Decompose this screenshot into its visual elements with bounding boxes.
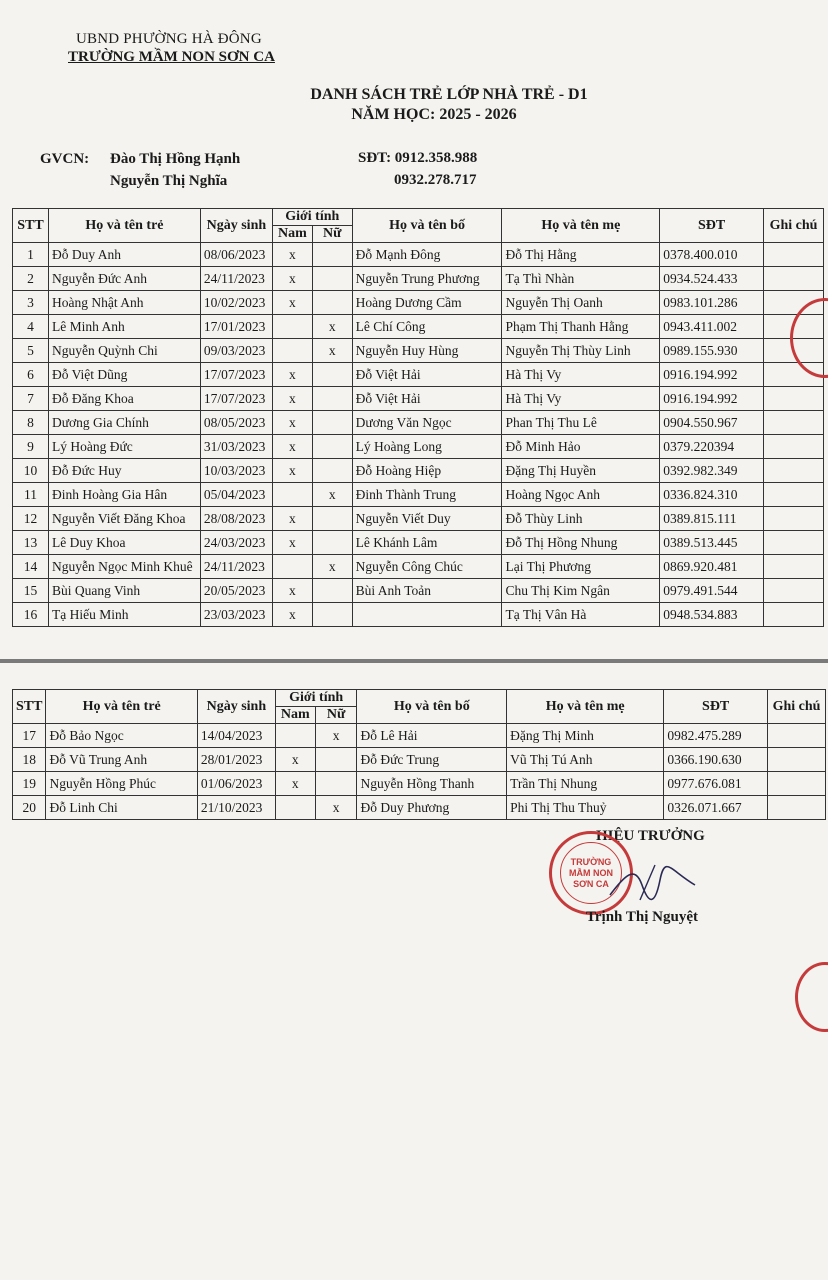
- table-row: [13, 267, 824, 291]
- row-male: x: [272, 387, 312, 411]
- row-father: Nguyễn Viết Duy: [352, 507, 502, 531]
- row-male: [275, 796, 315, 820]
- table-row: [13, 315, 824, 339]
- row-female: [312, 387, 352, 411]
- header-dob-2: Ngày sinh: [197, 690, 275, 724]
- row-male: x: [272, 507, 312, 531]
- row-mother: Hà Thị Vy: [502, 387, 660, 411]
- row-male: [272, 483, 312, 507]
- row-phone: 0392.982.349: [660, 459, 764, 483]
- row-child-name: Đỗ Đức Huy: [48, 459, 200, 483]
- row-stt: 6: [13, 363, 49, 387]
- header-dob: Ngày sinh: [200, 209, 272, 243]
- row-note: [767, 748, 825, 772]
- header-stt-2: STT: [13, 690, 46, 724]
- row-father: Đỗ Lê Hải: [357, 724, 507, 748]
- row-father: Dương Văn Ngọc: [352, 411, 502, 435]
- table-row: [13, 579, 824, 603]
- row-note: [763, 387, 823, 411]
- row-mother: Tạ Thị Vân Hà: [502, 603, 660, 627]
- row-mother: Đỗ Thị Hồng Nhung: [502, 531, 660, 555]
- row-male: x: [272, 603, 312, 627]
- row-stt: 4: [13, 315, 49, 339]
- header-child-name-2: Họ và tên trẻ: [46, 690, 197, 724]
- student-table-page-1: [12, 208, 824, 627]
- table-row: [13, 459, 824, 483]
- teacher-phone-2: 0932.278.717: [394, 172, 477, 188]
- row-child-name: Đỗ Linh Chi: [46, 796, 197, 820]
- row-note: [763, 531, 823, 555]
- teacher-label: GVCN:: [40, 151, 90, 167]
- table-row: [13, 483, 824, 507]
- header-female-2: Nữ: [315, 707, 357, 724]
- row-mother: Phạm Thị Thanh Hằng: [502, 315, 660, 339]
- row-dob: 08/06/2023: [200, 243, 272, 267]
- row-child-name: Bùi Quang Vinh: [48, 579, 200, 603]
- row-note: [763, 411, 823, 435]
- row-child-name: Tạ Hiếu Minh: [48, 603, 200, 627]
- row-dob: 28/08/2023: [200, 507, 272, 531]
- row-female: x: [315, 796, 357, 820]
- row-female: x: [312, 483, 352, 507]
- row-dob: 28/01/2023: [197, 748, 275, 772]
- row-note: [763, 267, 823, 291]
- row-male: x: [272, 435, 312, 459]
- row-mother: Đỗ Minh Hảo: [502, 435, 660, 459]
- row-male: x: [275, 748, 315, 772]
- row-father: Đỗ Mạnh Đông: [352, 243, 502, 267]
- row-phone: 0979.491.544: [660, 579, 764, 603]
- stamp-line-3: SƠN CA: [573, 878, 609, 889]
- header-gender-2: Giới tính: [275, 690, 357, 707]
- row-male: x: [272, 291, 312, 315]
- row-stt: 2: [13, 267, 49, 291]
- row-female: [315, 748, 357, 772]
- stamp-line-1: TRƯỜNG: [570, 856, 612, 867]
- row-mother: Lại Thị Phương: [502, 555, 660, 579]
- row-child-name: Nguyễn Quỳnh Chi: [48, 339, 200, 363]
- row-note: [763, 579, 823, 603]
- table-row: [13, 724, 826, 748]
- header-phone-2: SĐT: [664, 690, 768, 724]
- row-father: Đỗ Đức Trung: [357, 748, 507, 772]
- row-stt: 12: [13, 507, 49, 531]
- row-father: Đỗ Việt Hải: [352, 363, 502, 387]
- row-note: [763, 435, 823, 459]
- row-note: [763, 459, 823, 483]
- header-note: Ghi chú: [763, 209, 823, 243]
- table-row: [13, 796, 826, 820]
- row-stt: 13: [13, 531, 49, 555]
- row-female: [312, 459, 352, 483]
- row-female: [312, 267, 352, 291]
- row-stt: 15: [13, 579, 49, 603]
- row-female: [312, 291, 352, 315]
- row-phone: 0916.194.992: [660, 387, 764, 411]
- row-female: x: [312, 339, 352, 363]
- header-phone: SĐT: [660, 209, 764, 243]
- row-child-name: Lê Duy Khoa: [48, 531, 200, 555]
- table-row: [13, 555, 824, 579]
- row-mother: Đặng Thị Huyền: [502, 459, 660, 483]
- row-mother: Chu Thị Kim Ngân: [502, 579, 660, 603]
- row-mother: Nguyễn Thị Oanh: [502, 291, 660, 315]
- row-father: Đỗ Duy Phương: [357, 796, 507, 820]
- header-note-2: Ghi chú: [767, 690, 825, 724]
- row-male: [272, 339, 312, 363]
- row-mother: Đỗ Thị Hằng: [502, 243, 660, 267]
- principal-name: Trịnh Thị Nguyệt: [586, 909, 698, 925]
- row-dob: 24/11/2023: [200, 267, 272, 291]
- row-dob: 23/03/2023: [200, 603, 272, 627]
- row-phone: 0934.524.433: [660, 267, 764, 291]
- handwritten-signature: [600, 855, 700, 915]
- row-stt: 7: [13, 387, 49, 411]
- row-phone: 0904.550.967: [660, 411, 764, 435]
- school-name: [68, 49, 275, 66]
- table-row: [13, 435, 824, 459]
- row-stt: 1: [13, 243, 49, 267]
- row-father: Đinh Thành Trung: [352, 483, 502, 507]
- row-stt: 8: [13, 411, 49, 435]
- row-father: Bùi Anh Toản: [352, 579, 502, 603]
- row-dob: 09/03/2023: [200, 339, 272, 363]
- row-stt: 3: [13, 291, 49, 315]
- row-dob: 17/01/2023: [200, 315, 272, 339]
- row-female: [312, 435, 352, 459]
- header-father-2: Họ và tên bố: [357, 690, 507, 724]
- row-note: [767, 724, 825, 748]
- row-father: Lê Chí Công: [352, 315, 502, 339]
- table-row: [13, 603, 824, 627]
- row-female: [315, 772, 357, 796]
- table-row: [13, 291, 824, 315]
- school-name-text: TRƯỜNG MẦM NON SƠN CA: [68, 49, 275, 65]
- row-phone: 0948.534.883: [660, 603, 764, 627]
- row-female: [312, 243, 352, 267]
- row-father: Nguyễn Hồng Thanh: [357, 772, 507, 796]
- row-father: Nguyễn Công Chúc: [352, 555, 502, 579]
- row-father: Lê Khánh Lâm: [352, 531, 502, 555]
- row-stt: 11: [13, 483, 49, 507]
- row-phone: 0378.400.010: [660, 243, 764, 267]
- teacher-name-1: Đào Thị Hồng Hạnh: [110, 151, 241, 167]
- row-phone: 0389.815.111: [660, 507, 764, 531]
- table-row: [13, 243, 824, 267]
- row-child-name: Nguyễn Viết Đăng Khoa: [48, 507, 200, 531]
- row-dob: 14/04/2023: [197, 724, 275, 748]
- row-dob: 17/07/2023: [200, 363, 272, 387]
- row-phone: 0983.101.286: [660, 291, 764, 315]
- teacher-name-2: Nguyễn Thị Nghĩa: [110, 173, 228, 189]
- table-row: [13, 339, 824, 363]
- row-child-name: Nguyễn Đức Anh: [48, 267, 200, 291]
- row-male: x: [272, 363, 312, 387]
- row-phone: 0989.155.930: [660, 339, 764, 363]
- row-dob: 24/03/2023: [200, 531, 272, 555]
- row-child-name: Đỗ Đăng Khoa: [48, 387, 200, 411]
- row-male: x: [272, 267, 312, 291]
- principal-title: HIỆU TRƯỞNG: [596, 828, 705, 844]
- row-mother: Hoàng Ngọc Anh: [502, 483, 660, 507]
- row-male: x: [272, 411, 312, 435]
- row-note: [763, 507, 823, 531]
- row-phone: 0943.411.002: [660, 315, 764, 339]
- row-child-name: Lê Minh Anh: [48, 315, 200, 339]
- row-dob: 08/05/2023: [200, 411, 272, 435]
- row-male: x: [272, 243, 312, 267]
- row-phone: 0389.513.445: [660, 531, 764, 555]
- row-mother: Đỗ Thùy Linh: [502, 507, 660, 531]
- row-male: [272, 315, 312, 339]
- row-note: [767, 796, 825, 820]
- side-stamp-bottom: [795, 962, 828, 1032]
- row-phone: 0869.920.481: [660, 555, 764, 579]
- row-stt: 14: [13, 555, 49, 579]
- row-phone: 0379.220394: [660, 435, 764, 459]
- row-dob: 10/02/2023: [200, 291, 272, 315]
- row-male: [272, 555, 312, 579]
- row-note: [763, 555, 823, 579]
- document-title: DANH SÁCH TRẺ LỚP NHÀ TRẺ - D1: [310, 86, 588, 103]
- row-father: Đỗ Việt Hải: [352, 387, 502, 411]
- row-female: x: [315, 724, 357, 748]
- student-rows-2: [13, 724, 826, 820]
- row-stt: 19: [13, 772, 46, 796]
- table-row: [13, 507, 824, 531]
- row-dob: 05/04/2023: [200, 483, 272, 507]
- row-phone: 0326.071.667: [664, 796, 768, 820]
- row-child-name: Nguyễn Hồng Phúc: [46, 772, 197, 796]
- student-table-page-2: [12, 689, 826, 820]
- row-father: [352, 603, 502, 627]
- row-child-name: Đỗ Vũ Trung Anh: [46, 748, 197, 772]
- row-father: Đỗ Hoàng Hiệp: [352, 459, 502, 483]
- row-child-name: Đỗ Bảo Ngọc: [46, 724, 197, 748]
- table-row: [13, 531, 824, 555]
- table-row: [13, 387, 824, 411]
- table-row: [13, 411, 824, 435]
- row-female: x: [312, 555, 352, 579]
- school-year: NĂM HỌC: 2025 - 2026: [351, 106, 517, 123]
- row-female: [312, 603, 352, 627]
- student-rows: [13, 243, 824, 627]
- row-dob: 31/03/2023: [200, 435, 272, 459]
- row-phone: 0982.475.289: [664, 724, 768, 748]
- row-mother: Nguyễn Thị Thùy Linh: [502, 339, 660, 363]
- row-child-name: Nguyễn Ngọc Minh Khuê: [48, 555, 200, 579]
- row-note: [763, 483, 823, 507]
- row-child-name: Dương Gia Chính: [48, 411, 200, 435]
- row-stt: 17: [13, 724, 46, 748]
- header-father: Họ và tên bố: [352, 209, 502, 243]
- row-stt: 16: [13, 603, 49, 627]
- row-father: Nguyễn Trung Phương: [352, 267, 502, 291]
- row-child-name: Lý Hoàng Đức: [48, 435, 200, 459]
- row-mother: Tạ Thì Nhàn: [502, 267, 660, 291]
- row-father: Hoàng Dương Cầm: [352, 291, 502, 315]
- row-father: Nguyễn Huy Hùng: [352, 339, 502, 363]
- row-note: [763, 603, 823, 627]
- row-stt: 5: [13, 339, 49, 363]
- row-dob: 10/03/2023: [200, 459, 272, 483]
- page-break-divider: [0, 659, 828, 663]
- header-gender: Giới tính: [272, 209, 352, 226]
- header-female: Nữ: [312, 226, 352, 243]
- row-child-name: Đỗ Duy Anh: [48, 243, 200, 267]
- row-mother: Đặng Thị Minh: [507, 724, 664, 748]
- row-male: [275, 724, 315, 748]
- stamp-line-2: MẦM NON: [569, 867, 613, 878]
- header-mother-2: Họ và tên mẹ: [507, 690, 664, 724]
- row-female: [312, 507, 352, 531]
- row-male: x: [272, 531, 312, 555]
- row-dob: 01/06/2023: [197, 772, 275, 796]
- row-mother: Phi Thị Thu Thuỷ: [507, 796, 664, 820]
- header-male: Nam: [272, 226, 312, 243]
- row-phone: 0977.676.081: [664, 772, 768, 796]
- row-mother: Trần Thị Nhung: [507, 772, 664, 796]
- row-child-name: Hoàng Nhật Anh: [48, 291, 200, 315]
- row-mother: Vũ Thị Tú Anh: [507, 748, 664, 772]
- table-row: [13, 363, 824, 387]
- row-father: Lý Hoàng Long: [352, 435, 502, 459]
- row-phone: 0336.824.310: [660, 483, 764, 507]
- header-male-2: Nam: [275, 707, 315, 724]
- row-note: [763, 243, 823, 267]
- row-child-name: Đinh Hoàng Gia Hân: [48, 483, 200, 507]
- teacher-phone-1: SĐT: 0912.358.988: [358, 150, 478, 166]
- row-mother: Phan Thị Thu Lê: [502, 411, 660, 435]
- row-female: [312, 579, 352, 603]
- row-female: x: [312, 315, 352, 339]
- row-stt: 9: [13, 435, 49, 459]
- row-stt: 10: [13, 459, 49, 483]
- header-mother: Họ và tên mẹ: [502, 209, 660, 243]
- row-dob: 21/10/2023: [197, 796, 275, 820]
- row-dob: 24/11/2023: [200, 555, 272, 579]
- row-male: x: [272, 459, 312, 483]
- row-male: x: [272, 579, 312, 603]
- row-stt: 18: [13, 748, 46, 772]
- row-phone: 0366.190.630: [664, 748, 768, 772]
- row-note: [767, 772, 825, 796]
- row-female: [312, 411, 352, 435]
- authority-name: UBND PHƯỜNG HÀ ĐÔNG: [76, 31, 262, 47]
- row-phone: 0916.194.992: [660, 363, 764, 387]
- row-dob: 17/07/2023: [200, 387, 272, 411]
- header-stt: STT: [13, 209, 49, 243]
- row-female: [312, 363, 352, 387]
- row-male: x: [275, 772, 315, 796]
- row-female: [312, 531, 352, 555]
- row-stt: 20: [13, 796, 46, 820]
- table-row: [13, 748, 826, 772]
- header-child-name: Họ và tên trẻ: [48, 209, 200, 243]
- row-child-name: Đỗ Việt Dũng: [48, 363, 200, 387]
- row-dob: 20/05/2023: [200, 579, 272, 603]
- table-row: [13, 772, 826, 796]
- row-mother: Hà Thị Vy: [502, 363, 660, 387]
